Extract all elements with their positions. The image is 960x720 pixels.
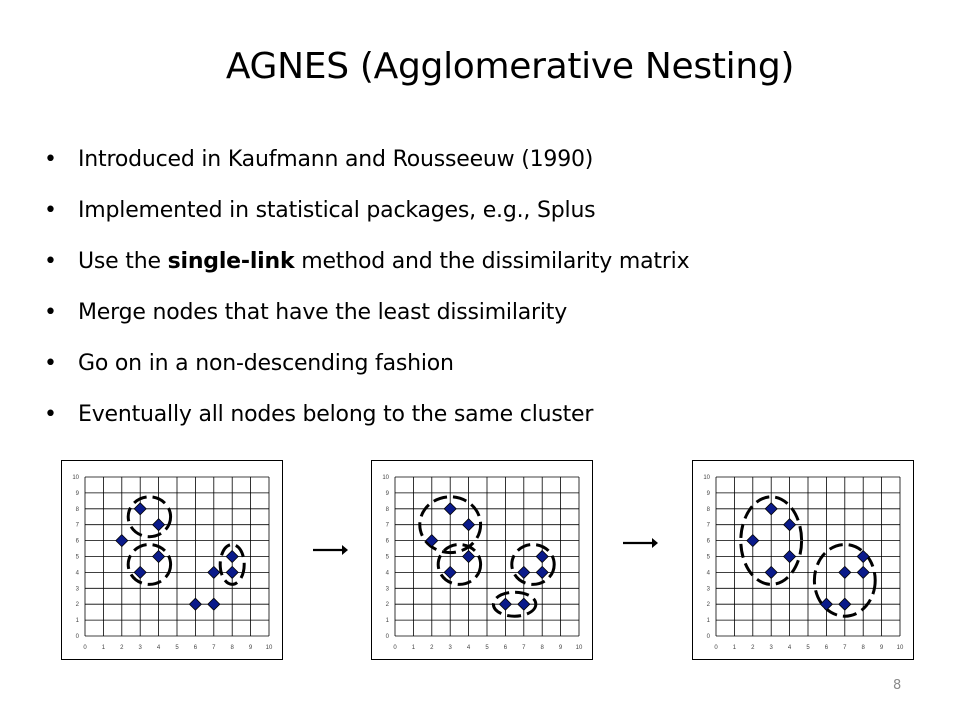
x-tick-label: 5	[806, 645, 810, 651]
data-point	[518, 566, 530, 578]
data-point	[134, 503, 146, 515]
y-tick-label: 0	[75, 634, 79, 640]
scatter-plot-step-3	[692, 460, 914, 660]
x-tick-label: 1	[101, 645, 106, 651]
x-tick-label: 8	[230, 645, 234, 651]
y-tick-label: 10	[382, 475, 389, 481]
y-tick-label: 3	[385, 586, 389, 593]
y-tick-label: 1	[385, 618, 389, 625]
x-tick-label: 2	[120, 645, 124, 651]
data-point	[116, 535, 128, 547]
data-point	[463, 551, 475, 563]
bullet-text-bold: single-link	[167, 249, 295, 274]
bullet-dot-icon: •	[44, 351, 57, 376]
x-tick-label: 1	[411, 645, 416, 651]
x-tick-label: 4	[466, 645, 471, 651]
x-tick-label: 7	[522, 645, 526, 651]
bullet-text-after: method and the dissimilarity matrix	[294, 249, 690, 274]
x-tick-label: 7	[843, 645, 847, 651]
data-point	[857, 551, 869, 563]
y-tick-label: 5	[75, 554, 79, 561]
cluster-ellipse	[128, 497, 170, 537]
bullet-text: Implemented in statistical packages, e.g., Splus	[78, 198, 596, 223]
x-tick-label: 8	[540, 645, 544, 651]
x-tick-label: 10	[575, 645, 583, 651]
x-tick-label: 3	[448, 645, 452, 651]
bullet-item	[44, 350, 689, 401]
y-tick-label: 7	[75, 522, 79, 529]
scatter-plot-step-1	[61, 460, 283, 660]
bullet-text: Introduced in Kaufmann and Rousseeuw (1990)	[78, 147, 594, 172]
scatter-svg	[693, 461, 915, 661]
data-point	[208, 566, 220, 578]
cluster-ellipse	[512, 545, 554, 585]
bullet-item	[44, 401, 689, 452]
y-tick-label: 8	[75, 506, 79, 513]
data-point	[208, 598, 220, 610]
y-tick-label: 5	[706, 554, 710, 561]
y-tick-label: 2	[385, 602, 389, 609]
bullet-item	[44, 299, 689, 350]
y-tick-label: 3	[75, 586, 79, 593]
arrow-right-icon	[622, 535, 658, 551]
x-tick-label: 4	[156, 645, 161, 651]
bullet-text: Go on in a non-descending fashion	[78, 351, 454, 376]
data-point	[765, 503, 777, 515]
y-tick-label: 8	[706, 506, 710, 513]
x-tick-label: 2	[751, 645, 755, 651]
x-tick-label: 10	[896, 645, 904, 651]
y-tick-label: 2	[75, 602, 79, 609]
bullet-list	[44, 146, 689, 452]
x-tick-label: 5	[485, 645, 489, 651]
data-point	[226, 551, 238, 563]
bullet-dot-icon: •	[44, 249, 57, 274]
bullet-text-before: Use the	[78, 249, 168, 274]
y-tick-label: 7	[706, 522, 710, 529]
y-tick-label: 5	[385, 554, 389, 561]
x-tick-label: 0	[714, 645, 718, 651]
bullet-dot-icon: •	[44, 300, 57, 325]
x-tick-label: 6	[193, 645, 198, 651]
bullet-item	[44, 248, 689, 299]
y-tick-label: 6	[75, 538, 79, 545]
y-tick-label: 8	[385, 506, 389, 513]
x-tick-label: 7	[212, 645, 216, 651]
y-tick-label: 1	[706, 618, 710, 625]
x-tick-label: 9	[248, 645, 253, 651]
data-point	[857, 566, 869, 578]
data-point	[536, 551, 548, 563]
y-tick-label: 3	[706, 586, 710, 593]
slide-title: AGNES (Agglomerative Nesting)	[225, 46, 795, 87]
y-tick-label: 9	[706, 490, 710, 497]
data-point	[153, 551, 165, 563]
x-tick-label: 10	[265, 645, 273, 651]
y-tick-label: 9	[385, 490, 389, 497]
data-point	[747, 535, 759, 547]
bullet-text: Merge nodes that have the least dissimilarity	[78, 300, 568, 325]
y-tick-label: 10	[72, 475, 79, 481]
data-point	[226, 566, 238, 578]
y-tick-label: 0	[706, 634, 710, 640]
data-point	[189, 598, 201, 610]
data-point	[134, 566, 146, 578]
bullet-dot-icon: •	[44, 147, 57, 172]
y-tick-label: 6	[706, 538, 710, 545]
data-point	[784, 519, 796, 531]
scatter-svg	[62, 461, 284, 661]
data-point	[820, 598, 832, 610]
scatter-plot-step-2	[371, 460, 593, 660]
data-point	[444, 566, 456, 578]
x-tick-label: 3	[138, 645, 142, 651]
bullet-item	[44, 197, 689, 248]
x-tick-label: 2	[430, 645, 434, 651]
x-tick-label: 9	[879, 645, 884, 651]
y-tick-label: 4	[75, 570, 79, 577]
x-tick-label: 0	[393, 645, 397, 651]
data-point	[463, 519, 475, 531]
x-tick-label: 8	[861, 645, 865, 651]
y-tick-label: 10	[703, 475, 710, 481]
bullet-dot-icon: •	[44, 198, 57, 223]
x-tick-label: 3	[769, 645, 773, 651]
x-tick-label: 6	[503, 645, 508, 651]
y-tick-label: 2	[706, 602, 710, 609]
cluster-ellipse	[438, 545, 480, 585]
x-tick-label: 1	[732, 645, 737, 651]
y-tick-label: 7	[385, 522, 389, 529]
x-tick-label: 4	[787, 645, 792, 651]
scatter-svg	[372, 461, 594, 661]
bullet-item	[44, 146, 689, 197]
data-point	[839, 566, 851, 578]
cluster-ellipse	[128, 545, 170, 585]
x-tick-label: 9	[558, 645, 563, 651]
page-number: 8	[893, 678, 902, 693]
data-point	[839, 598, 851, 610]
x-tick-label: 5	[175, 645, 179, 651]
y-tick-label: 4	[385, 570, 389, 577]
data-point	[536, 566, 548, 578]
data-point	[153, 519, 165, 531]
bullet-text: Eventually all nodes belong to the same cluster	[78, 402, 594, 427]
y-tick-label: 1	[75, 618, 79, 625]
arrow-right-icon	[312, 540, 348, 556]
x-tick-label: 0	[83, 645, 87, 651]
data-point	[518, 598, 530, 610]
y-tick-label: 0	[385, 634, 389, 640]
data-point	[784, 551, 796, 563]
bullet-dot-icon: •	[44, 402, 57, 427]
y-tick-label: 6	[385, 538, 389, 545]
y-tick-label: 4	[706, 570, 710, 577]
x-tick-label: 6	[824, 645, 829, 651]
data-point	[444, 503, 456, 515]
data-point	[765, 566, 777, 578]
y-tick-label: 9	[75, 490, 79, 497]
data-point	[499, 598, 511, 610]
